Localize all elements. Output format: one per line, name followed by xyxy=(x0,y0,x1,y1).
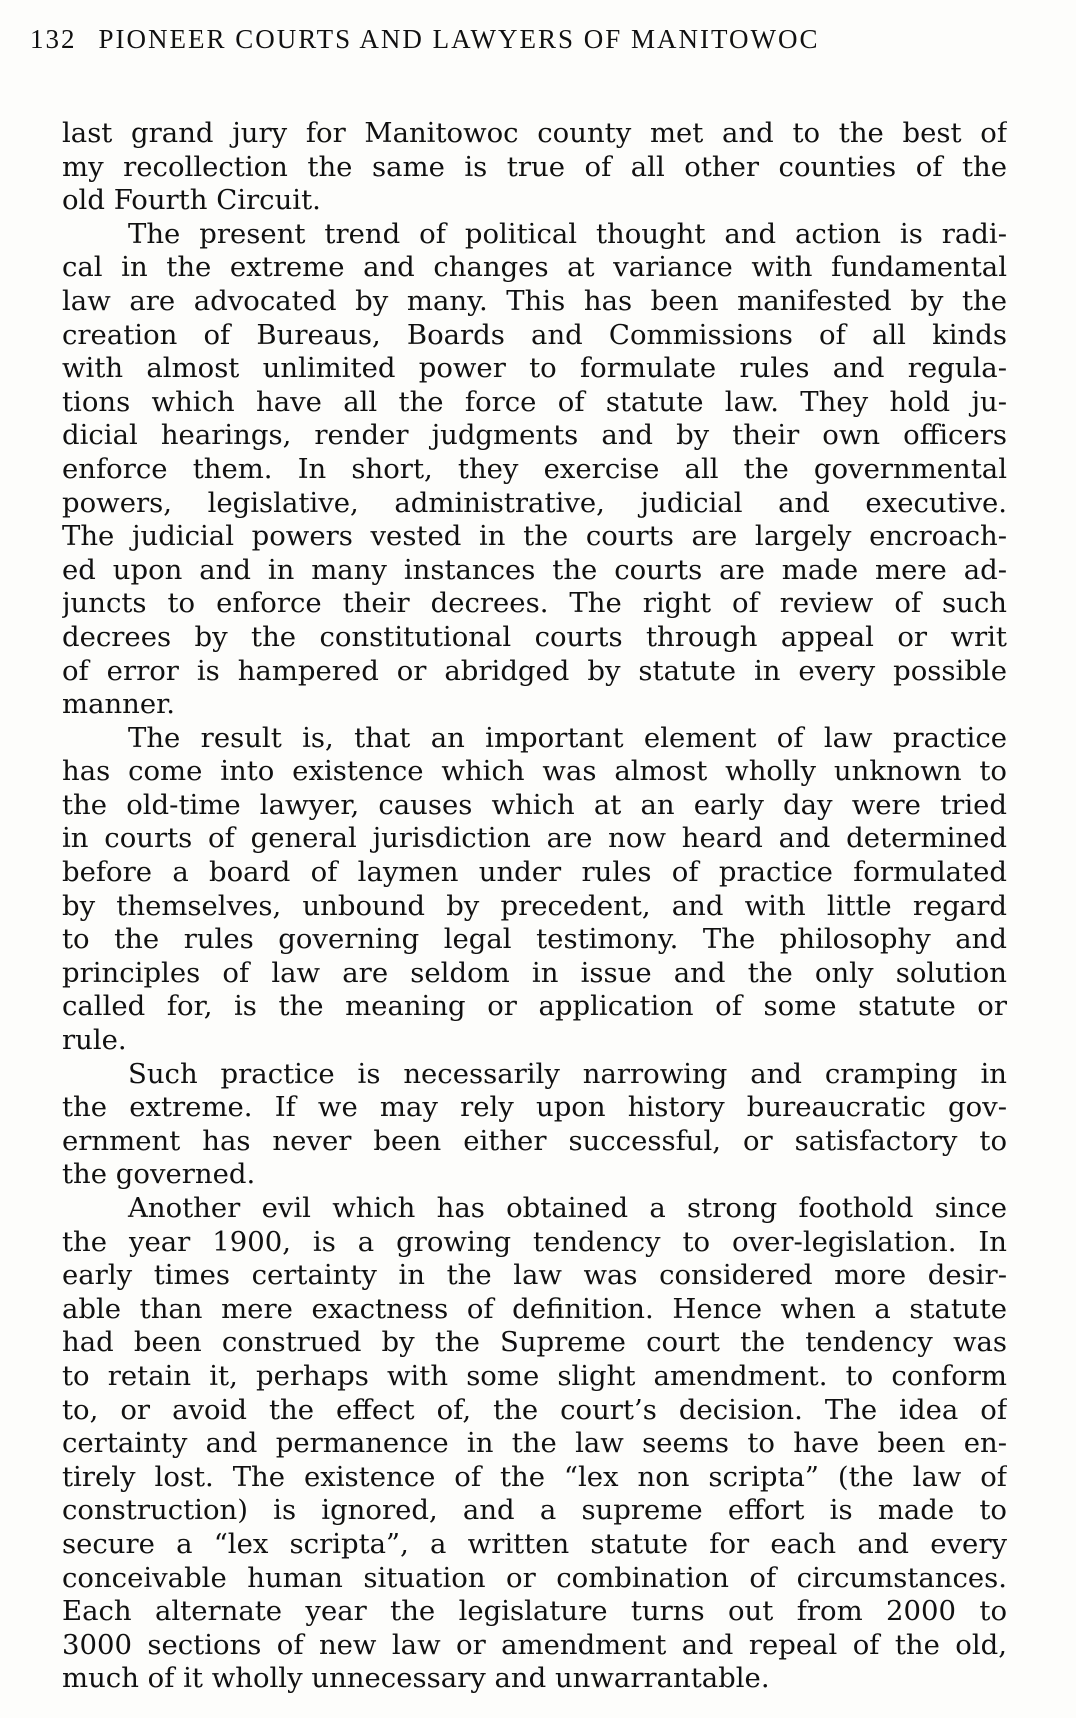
text-line: law are advocated by many. This has been manifested by the xyxy=(62,284,1007,317)
text-line: construction) is ignored, and a supreme effort is made to xyxy=(62,1494,1007,1527)
text-line: The judicial powers vested in the courts are largely encroach- xyxy=(62,520,1007,553)
text-line: manner. xyxy=(62,688,176,721)
text-line: has come into existence which was almost wholly unknown to xyxy=(62,755,1007,788)
text-line: with almost unlimited power to formulate rules and regula- xyxy=(62,352,1007,385)
paragraph-first-line: Such practice is necessarily narrowing and cramping in xyxy=(128,1057,1007,1090)
page-number: 132 xyxy=(30,24,77,54)
text-line: called for, is the meaning or application of some statute or xyxy=(62,990,1007,1023)
text-line: certainty and permanence in the law seems to have been en- xyxy=(62,1427,1007,1460)
text-line: the governed. xyxy=(62,1158,256,1191)
text-line: old Fourth Circuit. xyxy=(62,184,321,217)
text-line: my recollection the same is true of all other counties of the xyxy=(62,150,1007,183)
text-line: tions which have all the force of statute law. They hold ju- xyxy=(62,385,1007,418)
text-line: juncts to enforce their decrees. The right of review of such xyxy=(62,587,1007,620)
text-line: by themselves, unbound by precedent, and with little regard xyxy=(62,889,1007,922)
text-line: conceivable human situation or combination of circumstances. xyxy=(62,1561,1007,1594)
text-line: Each alternate year the legislature turns out from 2000 to xyxy=(62,1595,1007,1628)
text-line: able than mere exactness of definition. Hence when a statute xyxy=(62,1292,1007,1325)
text-line: ernment has never been either successful, or satisfactory to xyxy=(62,1124,1007,1157)
text-line: 3000 sections of new law or amendment and repeal of the old, xyxy=(62,1628,1007,1661)
body-text xyxy=(62,117,1007,1696)
text-line: had been construed by the Supreme court the tendency was xyxy=(62,1326,1007,1359)
text-line: principles of law are seldom in issue and the only solution xyxy=(62,956,1007,989)
text-line: to, or avoid the effect of, the court’s decision. The idea of xyxy=(62,1393,1007,1426)
text-line: decrees by the constitutional courts through appeal or writ xyxy=(62,620,1007,653)
text-line: rule. xyxy=(62,1024,127,1057)
text-line: before a board of laymen under rules of practice formulated xyxy=(62,856,1007,889)
text-line: of error is hampered or abridged by statute in every possible xyxy=(62,654,1007,687)
text-line: powers, legislative, administrative, judicial and executive. xyxy=(62,486,1007,519)
text-line: in courts of general jurisdiction are now heard and determined xyxy=(62,822,1007,855)
text-line: last grand jury for Manitowoc county met and to the best of xyxy=(62,117,1007,149)
text-line: dicial hearings, render judgments and by their own officers xyxy=(62,419,1007,452)
paragraph-first-line: The present trend of political thought and action is radi- xyxy=(128,217,1007,250)
paragraph-first-line: Another evil which has obtained a strong foothold since xyxy=(128,1192,1007,1224)
text-line: ed upon and in many instances the courts are made mere ad- xyxy=(62,553,1007,586)
text-line: to retain it, perhaps with some slight amendment. to conform xyxy=(62,1359,1007,1392)
text-line: cal in the extreme and changes at variance with fundamental xyxy=(62,251,1007,284)
paragraph-first-line: The result is, that an important element of law practice xyxy=(128,721,1007,754)
text-line: creation of Bureaus, Boards and Commissions of all kinds xyxy=(62,318,1007,351)
text-line: tirely lost. The existence of the “lex non scripta” (the law of xyxy=(62,1460,1007,1493)
text-line: the year 1900, is a growing tendency to over-legislation. In xyxy=(62,1225,1007,1258)
text-line: early times certainty in the law was considered more desir- xyxy=(62,1259,1007,1292)
text-line: the old-time lawyer, causes which at an early day were tried xyxy=(62,788,1007,821)
running-header xyxy=(30,24,1030,64)
text-line: to the rules governing legal testimony. The philosophy and xyxy=(62,923,1007,956)
text-line: enforce them. In short, they exercise all the governmental xyxy=(62,452,1007,485)
running-title: PIONEER COURTS AND LAWYERS OF MANITOWOC xyxy=(98,24,820,54)
text-line: secure a “lex scripta”, a written statute for each and every xyxy=(62,1527,1007,1560)
text-line: much of it wholly unnecessary and unwarrantable. xyxy=(62,1662,770,1695)
text-line: the extreme. If we may rely upon history bureaucratic gov- xyxy=(62,1091,1007,1124)
